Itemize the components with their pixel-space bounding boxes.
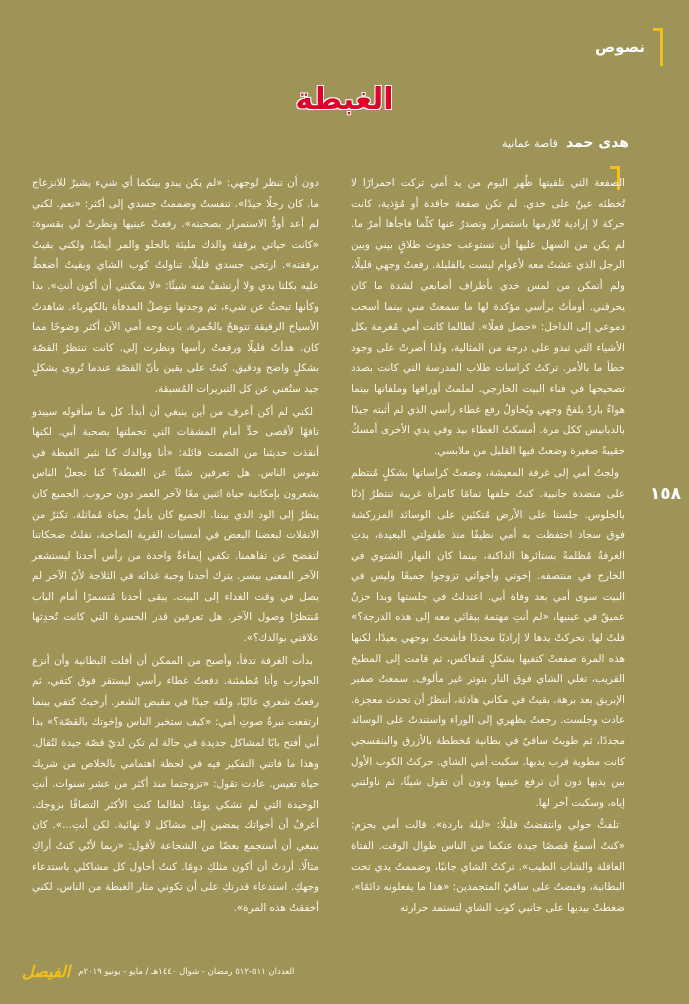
article-column-right: [351, 173, 625, 920]
author-name: هدى حمد: [565, 135, 629, 151]
article-title: الغبطة: [295, 82, 394, 117]
paragraph: تلفتُّ حولي وانتفضتُ قليلًا: «ليلة باردة». قالت أمي بحزم: «كنتُ أسمعُ قصصًا جيدة عنكما من الناس طوال الوقت. الفتاة العاقلة والشاب الطيب». تركتُ الشاي جانبًا، وضممتُ يدي تحت البطانية، وقبضتُ على ساقيّ المتجمدين: «هذا ما يفعلونه دائمًا». ضغطتْ بيديها على جانبي كوب الشاي لتستمد حرارته: [351, 819, 625, 914]
article-column-left: [32, 173, 319, 920]
paragraph: ولجتُ أمي إلى غرفة المعيشة، وضعتْ كراساتها بشكلٍ مُنتظم على منضدة جانبية. كنتُ خلفها تمامًا كامرأة غريبة تنتظرُ إذنًا بالجلوس. جلستا على الأرض مُتكئين على الوسائد المزركشة فوق سجاد احتفظت به أمي نظيفًا منذ طفولتي البعيدة، بدتِ الغرفةُ مُظلمةً بستائرها الداكنة، بينما كان النهار الشتوي في الخارج في منتصفه. إخوتي وأخواتي تزوجوا جميعًا وليس في البيت سوى أمي بعد وفاة أبي. اعتدلتُ في جلستها وبدا حزنٌ عميقٌ في عينيها، «لم أنتِ مهتمة ببقائي معه إلى هذه الدرجة؟» قلتُ لها. تحركتْ يدها لا إراديًا مجددًا فأشحتُ بوجهي بعيدًا، لكنها هذه المرة صفعتْ كتفيها بشكلٍ مُتعاكس، ثم قامت إلى المطبخ القريب، تغلي الشاي فوق النار بتوتر غير مألوف. سمعتُ صفير الإبريق بعد برهة. بقيتُ في مكاني هادئة، أنتظرُ أن تحدث معجزة. عادت وجلست. رجعتُ بظهري إلى الوراء واستندتُ على الوسائد مجددًا، ثم طويتُ ساقيّ في بطانية مُخططة بالأزرق والبنفسجي كانت مطوية قرب يديها. سكبت أمي الشاي. حركتُ الكوب الأول بين يديها دون أن ترفع عينيها ودون أن تقول شيئًا، ثم ناولتني إياه، وسكبت آخر لها.: [351, 467, 625, 809]
section-label: نصوص: [595, 38, 645, 56]
section-bracket-icon: [653, 28, 663, 66]
paragraph: الصفعة التي تلقيتها ظُهر اليوم من يد أمي تركت احمرارًا لا تُخطئه عينٌ على خدي. لم تكن صفعة حاقدة أو مُؤذية، كانت حركة لا إرادية تُلازمها باستمرار وتصدرُ عنها كلّما فاجأها أمرٌ ما. لم يكن من السهل عليها أن تستوعب حدوث طلاقٍ بيني وبين الرجل الذي عشتُ معه لأعوام ليست بالقليلة. رفعتُ وجهي قليلًا، ولم أتمكن من لمس خدي بأطراف أصابعي لشدة ما كان يحرقني. أومأتُ برأسي مؤكدة لها ما سمعتْ مني بينما أسحب دموعي إلى الداخل: «حصل فعلًا». لطالما كانت أمي مُغرمة بكل الأشياء التي تبدو على درجة من المثالية، ولذا أصرتْ على وجود خطأ ما بالأمر. تركتُ كراسات طلاب المدرسة التي كانت بصدد تصحيحها في فناء البيت الخارجي. لملمتُ أوراقها وملفاتها بينما هواءٌ باردٌ يلفحُ وجهي ويُحاولُ رفع غطاء رأسي الذي لم أثبته جيدًا بالدبابيس ككل مرة. أمسكتُ الغطاء بيد وفي يدي الأخرى أمسكُ حقيبةً صغيرة وضعتُ فيها القليل من ملابسي.: [351, 177, 625, 457]
section-header: [595, 28, 663, 66]
magazine-logo: الفيصل: [22, 962, 71, 981]
issue-info: العددان ٥١١-٥١٢ رمضان - شوال ١٤٤٠هـ / مايو - يونيو ٢٠١٩م: [78, 966, 295, 977]
paragraph: لكني لم أكن أعرف من أين ينبغي أن أبدأ. كل ما سأقوله سيبدو تافهًا لأقصى حدٍّ أمام المشقات التي تحملتها بصحبة أبي. لكنها أنقذت حديثنا من الصمت قائلة: «أنا ووالدك كنا نثير الغبطة في نفوس الناس. هل تعرفين شيئًا عن الغبطة؟ كنا نجعلُ الناس يشعرون بإمكانية حياة اثنين معًا لآخر العمر دون حروب. الجميع كان ينظرُ إلى الود الذي بيننا. الجميع كان يأملُ بحياة مُماثلة. تكثرُ من الانفلات لبعضنا البعض في أمسيات القرية الصاخبة، نفلتُ ضحكاتنا لتفضح عن تفاهمنا. تكفي إيماءةٌ واحدة من رأس أحدنا ليستشعر الآخر المعنى بيسر. يترك أحدنا وجبة غدائه في الثلاجة لأنّ الآخر لم يصل في وقت الغداء إلى البيت. يبقى أحدنا مُتسمرًا أمام الباب مُنتظرًا وصول الآخر. هل تعرفين قدر الحسرة التي كانت تُحدِثها علاقتي بوالدك؟».: [32, 405, 319, 645]
author-role: قاصة عمانية: [502, 137, 558, 150]
footer: [22, 962, 294, 981]
paragraph: بدأت الغرفة تدفأ، وأصبح من الممكن أن أفلت البطانية وأن أنزع الجوارب وأنا مُطمئنة. دفعتُ غطاء رأسي ليستقر فوق كتفي، ثم رفعتُ شعري عاليًا، ولمّه جيدًا في مقبض الشعر. أرخيتُ كتفي بينما ارتفعت نبرةُ صوتِ أمي: «كيف ستخبر الناس وإخوتك بالقصّة؟» بدا أني أفتح بابًا لمشاكل جديدة في حالة لم تكن لديّ قصّة جيدة لتُقال. وهذا ما فاتني التفكير فيه في لحظة اهتمامي بالخلاص من شريك حياة تعيس. عادت تقول: «تزوجتما منذ أكثر من عشر سنوات. أنتِ الوحيدة التي لم تشكي يومًا. لطالما كنتِ الأكثر التصاقًا بزوجك. أعرفُ أن أخواتك يمضين إلى مشاكل لا نهائية. لكن أنتِ...». كان ينبغي أن أستجمع بعضًا من الشجاعة لأقول: «ربما لأنّي كنتُ أراكِ مثالًا. أردتُ أن أكون مثلكِ دومًا. كنتُ أحاول كل مشاكلي باستدعاء وجهكِ. استدعاء قدرتكِ على أن تكوني مثار الغبطة من الناس، لكني أخفقتُ هذه المرة».: [32, 654, 319, 914]
page-number: ١٥٨: [649, 484, 681, 504]
paragraph: دون أن تنظر لوجهي: «لم يكن يبدو بينكما أي شيء يشيرُ للانزعاج ما. كان رجلًا جيدًا». تنفستُ وضممتُ جسدي إلى أكثر: «نعم. لكني لم أعد أودُّ الاستمرار بصحبته». رفعتْ عينيها ونظرتْ لي بقسوة: «كانت حياتي برفقة والدك مليئة بالحلو والمر أيضًا، ولكني بقيتُ برفقته». ارتخى جسدي قليلًا، تناولتُ كوب الشاي وبقيتُ أضغطُ عليه بكلتا يدي ولا أرتشفُ منه شيئًا: «لا يمكنني أن أكون أنتِ». بدا وكأنها تبحثُ عن شيء، ثم وجدتها توصلُ المدفأة بالكهرباء. شاهدتُ الأسياخ الرقيقة تتوهجُ بالحُمرة، بات وجه أمي الآن أكثر وضوحًا مما كان. هدأتُ قليلًا ورفعتُ رأسها ونظرت إلي. كانت تنتظرُ القصّة بشكلٍ واضح ودقيق. كنتُ على يقين بأنّ القصّة عندما تُروى بشكلٍ جيد ستُغني عن كل التبريرات المُسبقة.: [32, 177, 319, 395]
byline: [502, 135, 629, 151]
